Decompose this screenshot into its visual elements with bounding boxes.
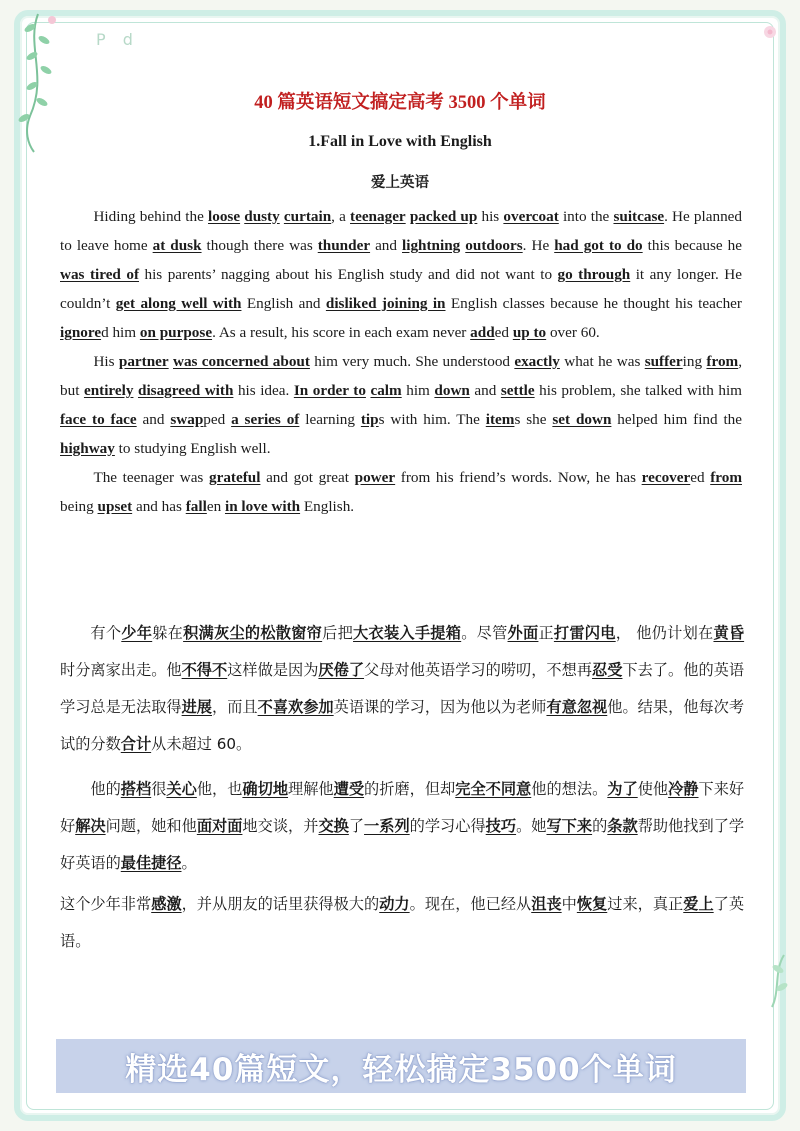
text-run: ，并从朋友的话里获得极大的 [181,895,380,913]
main-title: 40 篇英语短文搞定高考 3500 个单词 [254,93,546,113]
text-run: 理解他 [288,780,334,798]
keyword: tip [360,411,379,428]
keyword: exactly [514,353,560,370]
keyword: face to face [60,411,137,428]
keyword: set down [552,411,612,428]
text-run: over 60. [546,324,600,341]
keyword: 交换 [318,817,349,835]
keyword: up to [512,324,547,341]
keyword: 进展 [181,698,213,716]
text-run: ，而且 [212,698,258,716]
keyword: curtain [283,208,332,225]
text-run: ed [690,469,711,486]
text-run: 。 [181,854,197,872]
text-run: 他的 [90,780,121,798]
keyword: 完全不同意 [455,780,532,798]
keyword: settle [500,382,535,399]
text-run: . He [522,237,555,254]
text-run: his [477,208,504,225]
text-run: . He planned to leave home [60,208,743,254]
keyword: in love with [224,498,301,515]
keyword: 积满灰尘的松散窗帘 [183,624,323,642]
keyword: 遭受 [333,780,365,798]
keyword: disagreed with [138,382,234,399]
keyword: 恢复 [576,895,608,913]
keyword: suitcase [613,208,665,225]
keyword: 技巧 [485,817,517,835]
text-run: 从未超过 60。 [151,735,252,753]
text-run: 他，也 [196,780,243,798]
text-run: 很 [151,780,167,798]
keyword: thunder [317,237,371,254]
text-run: 他。结果，他每次考试的分数 [60,698,745,753]
text-run: Hiding behind the [93,208,209,225]
keyword: on purpose [139,324,213,341]
text-run: 。她 [516,817,547,835]
keyword: 搭档 [120,780,152,798]
keyword: 黄昏 [713,624,745,642]
english-paragraph [60,347,742,463]
keyword: was concerned about [173,353,310,370]
keyword: partner [118,353,169,370]
banner-text: 精选40篇短文，轻松搞定3500个单词 [125,1051,677,1088]
keyword: outdoors [465,237,523,254]
text-run: , but [60,353,742,399]
lesson-title: 1.Fall in Love with English [308,133,492,150]
text-run: to studying English well. [114,440,271,457]
text-run: 使他 [637,780,669,798]
keyword: 一系列 [364,817,410,835]
text-run: 。现在，他已经从 [409,895,532,913]
text-run: ， 他仍计划在 [615,624,714,642]
promo-banner [56,1039,746,1093]
text-run: 的学习心得 [409,817,486,835]
keyword: overcoat [503,208,559,225]
chinese-paragraph [60,771,744,882]
text-run: it any longer. He couldn’t [60,266,742,312]
text-run: 地交谈，并 [242,817,319,835]
keyword: 忍受 [592,661,623,679]
keyword: dusty [244,208,280,225]
keyword: 解决 [75,817,106,835]
text-run: 下去了。他的英语学习总是无法取得 [60,661,745,716]
text-run: his problem, she talked with him [534,382,742,399]
keyword: teenager [350,208,406,225]
text-run: ped [203,411,232,428]
chinese-translation [60,615,744,960]
flower-decoration-icon [750,12,790,52]
keyword: 动力 [379,895,410,913]
keyword: get along well with [115,295,242,312]
keyword: go through [557,266,631,283]
keyword: a series of [231,411,300,428]
text-run: his idea. [233,382,294,399]
text-run: 时分离家出走。他 [60,661,182,679]
keyword: 厌倦了 [318,661,365,679]
text-run: and got great [260,469,355,486]
keyword: highway [60,440,115,457]
text-run: 英语课的学习，因为他以为老师 [333,698,547,716]
decorative-letters: P d [96,30,139,49]
text-run: English classes because he thought his teacher [445,295,742,312]
keyword: 最佳捷径 [120,854,182,872]
text-run: 过来，真正 [607,895,684,913]
keyword: 感激 [151,895,182,913]
keyword: 少年 [121,624,153,642]
text-run: him [401,382,435,399]
text-run: s she [514,411,553,428]
chinese-paragraph [60,886,744,960]
text-run: 父母对他英语学习的唠叨，不想再 [364,661,593,679]
keyword: was tired of [60,266,140,283]
text-run: though there was [201,237,318,254]
keyword: item [485,411,515,428]
keyword: In order to [293,382,366,399]
keyword: 有意忽视 [546,698,608,716]
text-run: 。尽管 [461,624,508,642]
text-run: , a [331,208,351,225]
keyword: 大衣装入手提箱 [353,624,462,642]
text-run: 的折磨，但却 [364,780,456,798]
keyword: 关心 [166,780,197,798]
text-run: into the [558,208,614,225]
lesson-title-chinese: 爱上英语 [371,175,429,191]
keyword: from [710,469,742,486]
keyword: 沮丧 [531,895,562,913]
keyword: calm [370,382,402,399]
text-run: 下来好好 [60,780,745,835]
text-run: The teenager was [93,469,209,486]
text-run: his parents’ nagging about his English study and did not want to [139,266,558,283]
text-run: helped him find the [611,411,743,428]
text-run: and [370,237,403,254]
keyword: fall [185,498,207,515]
text-run: 正 [538,624,554,642]
text-run: ed [494,324,513,341]
chinese-paragraph [60,615,744,763]
text-run: and [469,382,501,399]
keyword: 冷静 [668,780,699,798]
text-run: being [60,498,98,515]
text-run: 帮助他找到了学好英语的 [60,817,745,872]
text-run: 了 [348,817,365,835]
keyword: recover [641,469,691,486]
keyword: power [354,469,396,486]
keyword: 写下来 [546,817,593,835]
text-run: 这个少年非常 [60,895,152,913]
english-passage [60,202,742,521]
keyword: disliked joining in [325,295,446,312]
text-run: 他的想法。 [531,780,608,798]
keyword: ignore [60,324,102,341]
text-run: s with him. The [378,411,486,428]
keyword: upset [97,498,133,515]
text-run: d him [101,324,140,341]
keyword: add [470,324,495,341]
text-run: 躲在 [152,624,184,642]
text-run: English. [300,498,355,515]
keyword: entirely [83,382,134,399]
keyword: from [706,353,739,370]
english-paragraph [60,202,742,347]
text-run: from his friend’s words. Now, he has [395,469,642,486]
text-run: learning [299,411,361,428]
text-run: en [206,498,225,515]
english-paragraph [60,463,742,521]
keyword: swap [170,411,204,428]
text-run: 有个 [90,624,122,642]
keyword: 为了 [607,780,638,798]
text-run: and [136,411,171,428]
keyword: lightning [402,237,461,254]
keyword: suffer [644,353,683,370]
keyword: 爱上 [683,895,714,913]
keyword: at dusk [152,237,202,254]
keyword: 不喜欢参加 [257,698,334,716]
text-run: 的 [592,817,608,835]
text-run: His [93,353,119,370]
text-run: ing [682,353,707,370]
text-run: 问题，她和他 [105,817,197,835]
keyword: 合计 [120,735,152,753]
keyword: had got to do [554,237,643,254]
keyword: 不得不 [181,661,228,679]
keyword: down [434,382,470,399]
text-run: him very much. She understood [309,353,515,370]
keyword: 条款 [607,817,638,835]
keyword: grateful [208,469,261,486]
keyword: 面对面 [196,817,243,835]
keyword: loose [208,208,241,225]
keyword: 打雷闪电 [553,624,616,642]
leaf-corner-icon [744,951,794,1011]
keyword: 确切地 [242,780,289,798]
text-run: . As a result, his score in each exam never [212,324,471,341]
text-run: 了英语。 [60,895,745,950]
text-run: 后把 [322,624,354,642]
keyword: packed up [409,208,478,225]
text-run: 这样做是因为 [227,661,319,679]
text-run: this because he [642,237,743,254]
text-run: what he was [559,353,645,370]
text-run: English and [241,295,326,312]
text-run: and has [132,498,186,515]
text-run: 中 [561,895,577,913]
keyword: 外面 [507,624,539,642]
